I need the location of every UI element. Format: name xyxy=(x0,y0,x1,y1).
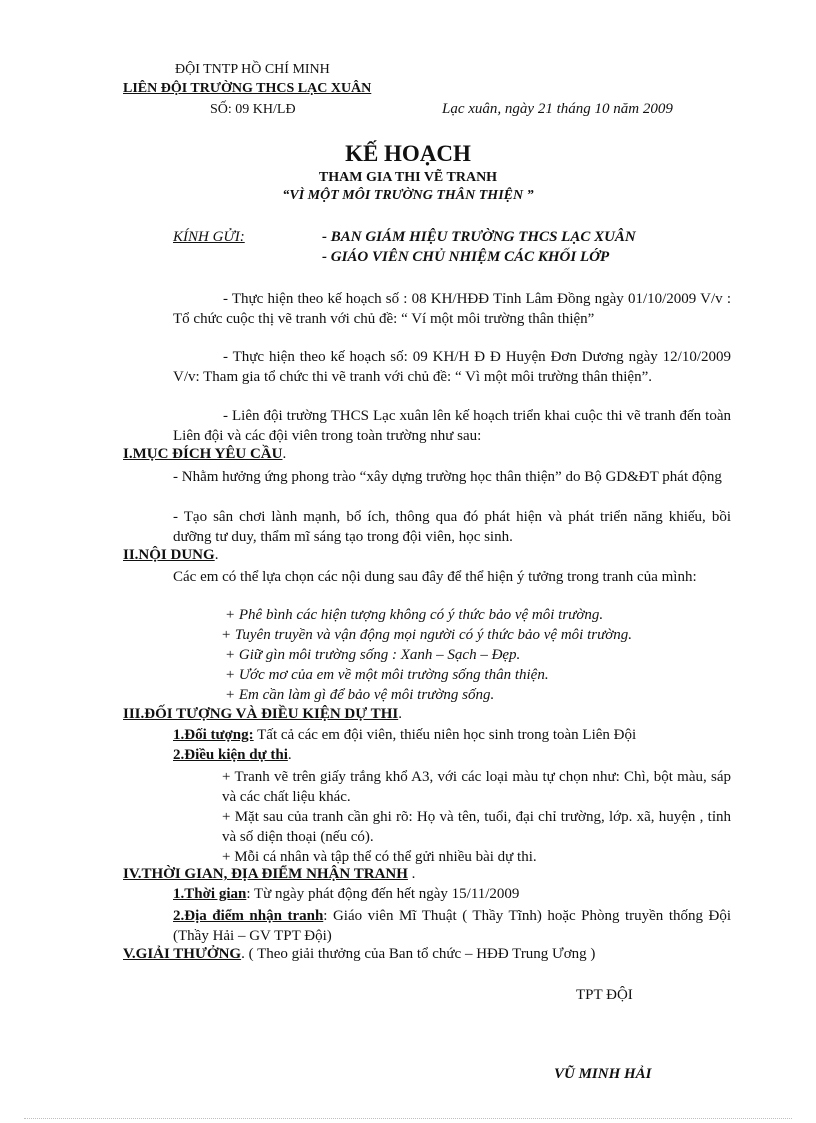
section-5-heading-text: V.GIẢI THƯỞNG xyxy=(123,946,242,962)
section-1-item: - Nhằm hưởng ứng phong trào “xây dựng trường học thân thiện” do Bộ GD&ĐT phát động xyxy=(173,469,722,485)
doc-number: SỐ: 09 KH/LĐ xyxy=(210,102,296,117)
recipient-item: - BAN GIÁM HIỆU TRƯỜNG THCS LẠC XUÂN xyxy=(322,229,636,245)
intro-paragraph: - Thực hiện theo kế hoạch số: 09 KH/H Đ Đ Huyện Đơn Dương ngày 12/10/2009 V/v: Tham gia tổ chức thi vẽ tranh với chủ đề: “ Vì một môi trường thân thiện”. xyxy=(173,349,731,385)
recipients-label: KÍNH GỬI: xyxy=(173,229,245,245)
section-1-item: - Tạo sân chơi lành mạnh, bổ ích, thông qua đó phát hiện và phát triển năng khiếu, bồi dưỡng tư duy, thẩm mĩ sáng tạo trong đội viên, học sinh. xyxy=(173,509,731,545)
section-2-item: + Ước mơ của em về một môi trường sống thân thiện. xyxy=(225,667,549,683)
section-3-heading: III.ĐỐI TƯỢNG VÀ ĐIỀU KIỆN DỰ THI. xyxy=(123,706,402,722)
intro-paragraph: - Liên đội trường THCS Lạc xuân lên kế hoạch triển khai cuộc thi vẽ tranh đến toàn Liên đội và các đội viên trong toàn trường như sau: xyxy=(173,408,731,444)
section-4-sub-2-text: : Giáo viên Mĩ Thuật ( Thầy Tĩnh) hoặc Phòng truyền thống Đội (Thầy Hải – GV TPT Đội) xyxy=(173,908,731,944)
section-4-sub-1 xyxy=(173,886,519,903)
section-4-sub-2-label: 2.Địa điểm nhận tranh xyxy=(173,908,324,924)
section-2-item: + Phê bình các hiện tượng không có ý thức bảo vệ môi trường. xyxy=(225,607,604,623)
recipient-item: - GIÁO VIÊN CHỦ NHIỆM CÁC KHỐI LỚP xyxy=(322,249,610,265)
page-bottom-divider xyxy=(24,1118,792,1119)
doc-subtitle-1: THAM GIA THI VẼ TRANH xyxy=(318,170,498,185)
section-1-heading: I.MỤC ĐÍCH YÊU CẦU. xyxy=(123,446,287,462)
section-3-sub-1-label: 1.Đối tượng: xyxy=(173,727,254,743)
signature-role: TPT ĐỘI xyxy=(576,987,633,1003)
section-5-text: . ( Theo giải thưởng của Ban tổ chức – HĐĐ Trung Ương ) xyxy=(241,946,596,962)
section-3-sub-2: 2.Điều kiện dự thi. xyxy=(173,747,292,763)
section-3-sub-1 xyxy=(173,727,636,744)
org-line-2: LIÊN ĐỘI TRƯỜNG THCS LẠC XUÂN xyxy=(123,81,372,96)
section-4-sub-1-label: 1.Thời gian xyxy=(173,886,247,902)
section-5-line xyxy=(123,946,595,963)
section-3-heading-text: III.ĐỐI TƯỢNG VÀ ĐIỀU KIỆN DỰ THI xyxy=(123,706,399,722)
section-2-item: + Tuyên truyền và vận động mọi người có ý thức bảo vệ môi trường. xyxy=(221,627,633,643)
section-4-sub-2 xyxy=(173,906,731,946)
section-2-heading: II.NỘI DUNG. xyxy=(123,547,219,563)
doc-title: KẾ HOẠCH xyxy=(345,141,471,166)
section-2-item: + Giữ gìn môi trường sống : Xanh – Sạch – Đẹp. xyxy=(225,647,521,663)
section-4-heading: IV.THỜI GIAN, ĐỊA ĐIỂM NHẬN TRANH . xyxy=(123,866,416,882)
intro-paragraph: - Thực hiện theo kế hoạch số : 08 KH/HĐĐ Tỉnh Lâm Đồng ngày 01/10/2009 V/v : Tổ chức cuộc thị vẽ tranh với chủ đề: “ Ví một môi trường thân thiện” xyxy=(173,291,731,327)
section-3-item: + Mặt sau của tranh cần ghi rõ: Họ và tên, tuổi, đại chỉ trường, lớp. xã, huyện , tỉnh và số diện thoại (nếu có). xyxy=(222,809,731,845)
section-1-heading-text: I.MỤC ĐÍCH YÊU CẦU xyxy=(123,446,283,462)
section-3-item: + Tranh vẽ trên giấy trắng khổ A3, với các loại màu tự chọn như: Chì, bột màu, sáp và các chất liệu khác. xyxy=(222,769,731,805)
doc-date: Lạc xuân, ngày 21 tháng 10 năm 2009 xyxy=(442,101,673,117)
section-2-heading-text: II.NỘI DUNG xyxy=(123,547,215,563)
section-2-item: + Em cần làm gì để bảo vệ môi trường sống. xyxy=(225,687,495,703)
section-3-sub-1-text: Tất cả các em đội viên, thiếu niên học sinh trong toàn Liên Đội xyxy=(253,727,637,743)
org-line-1: ĐỘI TNTP HỒ CHÍ MINH xyxy=(175,62,330,77)
section-3-sub-2-label: 2.Điều kiện dự thi xyxy=(173,747,288,763)
section-3-item: + Mỗi cá nhân và tập thể có thể gửi nhiều bài dự thi. xyxy=(222,849,537,865)
doc-subtitle-2: “VÌ MỘT MÔI TRƯỜNG THÂN THIỆN ” xyxy=(282,188,534,203)
section-4-sub-1-text: : Từ ngày phát động đến hết ngày 15/11/2009 xyxy=(246,886,520,902)
section-2-intro: Các em có thể lựa chọn các nội dung sau đây để thể hiện ý tưởng trong tranh của mình: xyxy=(173,569,697,585)
section-4-heading-text: IV.THỜI GIAN, ĐỊA ĐIỂM NHẬN TRANH xyxy=(123,866,408,882)
signature-name: VŨ MINH HẢI xyxy=(554,1066,652,1082)
